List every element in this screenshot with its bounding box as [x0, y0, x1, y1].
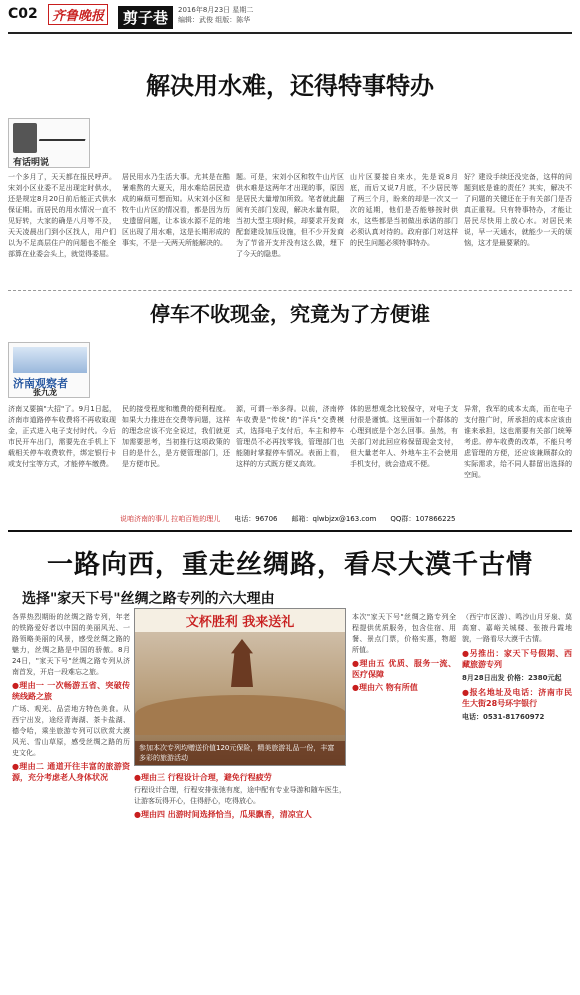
article1-col2: 居民用水乃生活大事。尤其是在酷暑难熬的大夏天，用水难给居民造成的麻烦可想而知。从宋刘小区和牧牛山片区的情况看，都是因为历史遗留问题，让本该水源不足的地区出现了用水难，这是长期形成的事实，不是一天两天所能解决的。 [122, 173, 230, 247]
price-label: ●另推出：家天下号假期、西藏旅游专列 [462, 649, 572, 669]
article2-col3: 源，可谓一举多得。以前，济南停车收费是"传统"的"洋兵"交费模式，选择电子支付后，车主和停车管理员不必再找零钱，管理部门也能随时掌握停车情况。表面上看，这样的方式既方便又高效。 [236, 405, 344, 468]
article2-col5: 异常，我军的成本太高，而在电子支付推广时，所承担的成本应该由谁来承担，这也需要有关部门统筹考虑。停车收费的改革，不能只考虑管理的方便，还应该兼顾群众的实际需求，给不同人群留出选择的空间。 [464, 405, 572, 479]
contact-label: ●报名地址及电话：济南市民生大街28号环宇银行 [462, 688, 572, 708]
ad-col3 [352, 612, 456, 987]
column-name: 剪子巷 [118, 6, 173, 29]
reason-6: ●理由六 物有所值 [352, 683, 418, 692]
footer-phone: 电话：96706 [234, 515, 278, 523]
article1-title: 解决用水难，还得特事特办 [146, 72, 434, 100]
article1-col4: 山片区要接自来水，先是说8月底，而后又说7月底，不少居民等了两三个月，盼来的却是一次又一次的延期，他们是否能够按时供水，这些都是当初做出承诺的部门必须认真对待的。政府部门对这样的民生问题必须特事特办。 [350, 173, 458, 247]
page-number: C02 [8, 6, 38, 22]
footer-email: 邮箱：qlwbjzx@163.com [291, 515, 377, 523]
ad-title: 一路向西，重走丝绸路，看尽大漠千古情 [46, 550, 533, 580]
ad-photo-caption: 参加本次专列均赠送价值120元保险，精美旅游礼品一份，丰富多彩的旅游活动 [135, 741, 345, 765]
reason-5: ●理由五 优质、服务一流、医疗保障 [352, 659, 456, 679]
article1-col3: 题。可是，宋刘小区和牧牛山片区供水难是这两年才出现的事，原因是居民大量增加所致。笔者就此翻阅有关部门发现，解决水量有限，当初大型主项时候，却要求开发商配套建设加压设施，但不少开发商为了节省开支并没有这么做，埋下了今天的隐患。 [236, 173, 344, 258]
article2-col4: 体的思想观念比较保守，对电子支付很是谨慎。这里面如一个群体的心理到底是个怎么回事。虽然，有关部门对此回应称保留现金支付，但大量老年人、外地车主不会使用手机支付，就会造成不便。 [350, 405, 458, 468]
column-label: 有话明说 [13, 158, 50, 168]
header-rule [8, 32, 572, 34]
author-photo [13, 123, 37, 153]
article1-body [8, 172, 572, 282]
ad-body-4: （西宁市区游）、鸣沙山月牙泉、莫高窟、嘉峪关城楼、张掖丹霞地貌，一路看尽大漠千古情。 [462, 613, 572, 643]
column-label: 济南观察者 [13, 377, 68, 390]
section-divider [8, 290, 572, 291]
article1-col5: 好？建设手续还没完备，这样的问题到底是谁的责任？其实，解决不了问题的关键还在于有关部门是否真正重视。只有特事特办，才能让居民尽快用上放心水。对居民来说，早一天通水，就能少一天的烦恼，这才是最要紧的。 [464, 173, 572, 247]
ad-top-border [8, 530, 572, 532]
newspaper-logo: 齐鲁晚报 [48, 4, 108, 25]
ad-intro: 各界热烈期盼的丝绸之路专列，年老的铁路爱好者以中国的美丽风光、一路领略美丽的风景，感受丝绸之路的魅力，丝绸之路是中国的骄傲。8月24日，"家天下号"丝绸之路专列从济南首发，开启一段难忘之旅。 [12, 613, 130, 676]
footer-qq: QQ群：107866225 [390, 515, 456, 523]
article2-body [8, 404, 572, 508]
ad-body-1: 广场、观光、品尝地方特色美食。从西宁出发，途经青海湖、茶卡盐湖、德令哈，乘坐旅游专列可以欣赏大漠风光、雪山草原，感受丝绸之路的历史文化。 [12, 705, 130, 757]
contact-tel: 电话：0531-81760972 [462, 713, 545, 721]
reason-2: ●理由二 通道开往丰富的旅游资源，充分考虑老人身体状况 [12, 762, 130, 782]
ad-subtitle: 选择"家天下号"丝绸之路专列的六大理由 [22, 591, 275, 607]
article1-col1: 一个多月了，天天都在报民呼声。宋刘小区业委不足出现定时供水，还是规定8月20日前后能正式供水保证期。而居民的用水情况一直不见好转，大家的确是八月等不及，天天凌晨出门到小区找人，用户们以为不足高层住户的问题也不能全部算在业委会头上，就觉得委屈。 [8, 173, 116, 258]
skyline-icon [13, 347, 87, 373]
editors: 编辑：武俊 组版：陈华 [178, 16, 251, 24]
price: 8月28日出发 价格：2380元起 [462, 674, 562, 682]
reason-4: ●理由四 出游时间选择恰当，瓜果飘香，清凉宜人 [134, 810, 312, 819]
reason-1: ●理由一 一次畅游五省、突破传统线路之旅 [12, 681, 130, 701]
article1-author-box [8, 118, 90, 168]
author-name: 张九龙 [33, 388, 57, 397]
article2-title: 停车不收现金，究竟为了方便谁 [150, 302, 430, 326]
ad-photo-title: 文杯胜利 我来送礼 [135, 609, 345, 632]
signature-icon [39, 129, 89, 141]
footer-bar [120, 514, 572, 524]
header-meta [178, 5, 253, 25]
ad-body-3: 本次"家天下号"丝绸之路专列全程提供优质服务，包含住宿、用餐、景点门票，价格实惠，物超所值。 [352, 613, 456, 654]
ad-photo [134, 608, 346, 766]
issue-date: 2016年8月23日 星期二 [178, 6, 254, 14]
article2-col2: 民的接受程度和缴费的便利程度。如果大力推进在交费等问题，这样的理念应该不完全说过，我们就更加需要思考，当初推行这项政策的目的是什么，是方便管理部门，还是方便市民。 [122, 405, 230, 468]
pagoda-icon [231, 639, 253, 687]
article2-col1: 济南又要搞"大招"了。9月1日起，济南市道路停车收费将不再收取现金，正式进入电子支付时代。今后市民开车出门，需要先在手机上下载相关停车收费软件，绑定银行卡或支付宝等方式，才能停车缴费。 [8, 405, 116, 468]
ad-col2 [134, 772, 346, 987]
ad-col1 [12, 612, 130, 987]
footer-slogan: 说咱济南的事儿 拉咱百姓的理儿 [120, 515, 221, 523]
ad-body-2: 行程设计合理，行程安排张弛有度，途中配有专业导游和随车医生，让游客玩得开心，住得舒心，吃得放心。 [134, 786, 346, 805]
ad-col4 [462, 612, 572, 987]
reason-3: ●理由三 行程设计合理，避免行程疲劳 [134, 773, 272, 782]
article2-author-box [8, 342, 90, 398]
dune-icon [135, 695, 346, 735]
